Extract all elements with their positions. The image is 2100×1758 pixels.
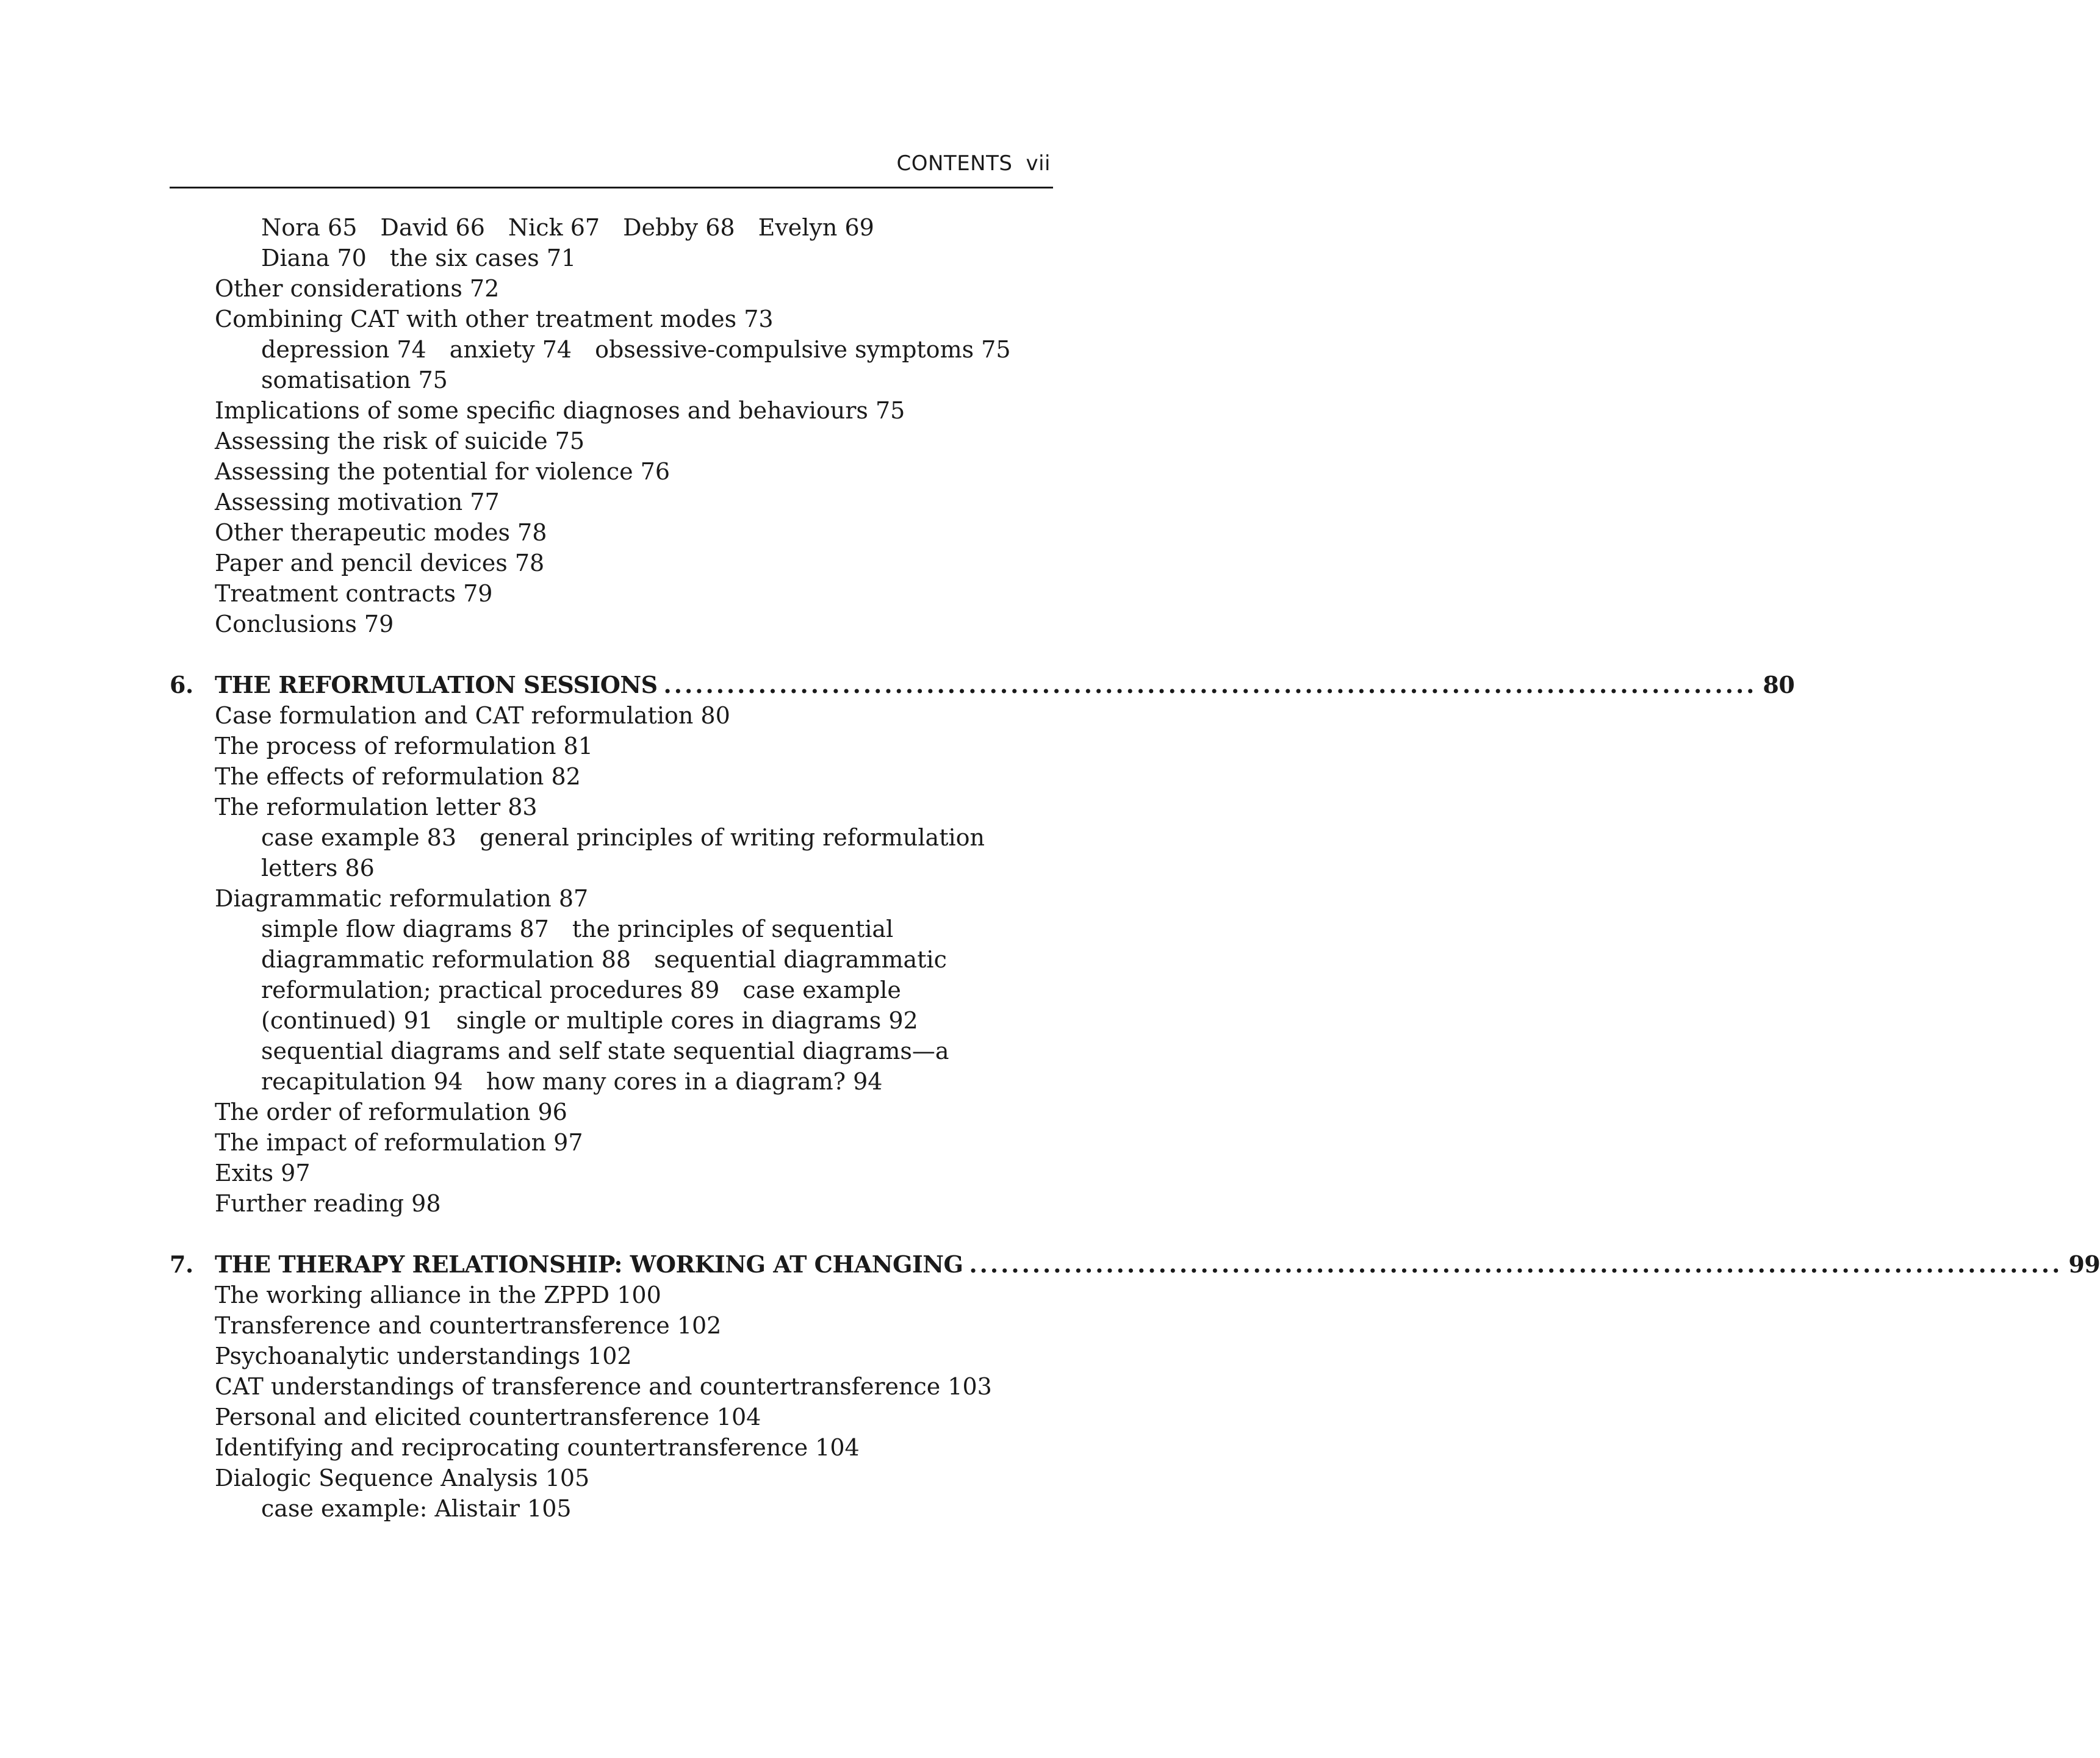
entry-text: The working alliance in the ZPPD 100 <box>215 1282 661 1308</box>
subentry-text: sequential diagrammatic <box>654 946 947 973</box>
page-number: vii <box>1026 151 1051 176</box>
entry-text: CAT understandings of transference and countertransference 103 <box>215 1373 992 1400</box>
toc-entry <box>170 487 1053 517</box>
toc-entry <box>170 395 1053 426</box>
chapter-title: THE REFORMULATION SESSIONS <box>215 671 658 698</box>
toc-entry <box>170 456 1053 487</box>
subentry-text: Debby 68 <box>623 214 735 241</box>
subentry-text: case example <box>743 977 901 1003</box>
toc-entry <box>170 578 1053 609</box>
toc-entry <box>170 1463 1053 1493</box>
subentry-text: how many cores in a diagram? 94 <box>486 1068 883 1095</box>
entry-text: Case formulation and CAT reformulation 80 <box>215 702 730 729</box>
entry-text: Further reading 98 <box>215 1190 441 1217</box>
entry-text: The impact of reformulation 97 <box>215 1129 583 1156</box>
entry-text: Combining CAT with other treatment modes 73 <box>215 306 774 332</box>
toc-subentry-line <box>170 944 1053 975</box>
running-head <box>170 151 1053 188</box>
entry-text: Treatment contracts 79 <box>215 580 493 607</box>
chapter-heading <box>170 1249 2100 1280</box>
toc-entry <box>170 731 1053 761</box>
toc-entry <box>170 304 1053 334</box>
subentry-text: obsessive-compulsive symptoms 75 <box>595 336 1011 363</box>
chapter-number: 7. <box>170 1250 193 1278</box>
toc-subentry-line <box>170 1005 1053 1036</box>
toc-entry <box>170 792 1053 822</box>
chapter-page: 80 <box>1763 671 1795 698</box>
subentry-text: anxiety 74 <box>449 336 572 363</box>
entry-text: The effects of reformulation 82 <box>215 763 581 790</box>
toc-entry <box>170 548 1053 578</box>
entry-text: Personal and elicited countertransference 104 <box>215 1404 761 1430</box>
toc-entry <box>170 517 1053 548</box>
entry-text: Assessing the potential for violence 76 <box>215 458 671 485</box>
toc-entry <box>170 1188 1053 1219</box>
chapter-title: THE THERAPY RELATIONSHIP: WORKING AT CHANGING <box>215 1250 963 1278</box>
chapter-number: 6. <box>170 671 193 698</box>
subentry-text: recapitulation 94 <box>261 1068 463 1095</box>
entry-text: Identifying and reciprocating countertransference 104 <box>215 1434 860 1461</box>
toc-subentry-line <box>170 1493 1053 1524</box>
table-of-contents <box>170 212 2100 1524</box>
subentry-text: case example: Alistair 105 <box>261 1495 572 1522</box>
subentry-text: the principles of sequential <box>572 916 894 942</box>
entry-text: The order of reformulation 96 <box>215 1099 567 1125</box>
toc-subentry-line <box>170 212 1053 243</box>
toc-subentry-line <box>170 914 1053 944</box>
toc-subentry-line <box>170 853 1053 883</box>
subentry-text: David 66 <box>380 214 485 241</box>
toc-subentry-line <box>170 1036 1053 1066</box>
toc-entry <box>170 700 1053 731</box>
entry-text: Assessing the risk of suicide 75 <box>215 428 585 454</box>
subentry-text: single or multiple cores in diagrams 92 <box>456 1007 918 1034</box>
entry-text: The reformulation letter 83 <box>215 794 538 820</box>
subentry-text: sequential diagrams and self state sequential diagrams—a <box>261 1038 949 1064</box>
subentry-text: the six cases 71 <box>389 245 577 271</box>
toc-entry <box>170 1432 1053 1463</box>
dot-leader: ........................................................................................................ <box>969 1250 2063 1278</box>
subentry-text: general principles of writing reformulation <box>480 824 985 851</box>
subentry-text: diagrammatic reformulation 88 <box>261 946 631 973</box>
entry-text: Other therapeutic modes 78 <box>215 519 547 546</box>
toc-subentry-line <box>170 975 1053 1005</box>
subentry-text: reformulation; practical procedures 89 <box>261 977 720 1003</box>
toc-entry <box>170 1371 1053 1402</box>
entry-text: Dialogic Sequence Analysis 105 <box>215 1465 590 1491</box>
toc-entry <box>170 273 1053 304</box>
subentry-text: (continued) 91 <box>261 1007 433 1034</box>
section-spacer <box>170 639 1053 670</box>
toc-entry <box>170 609 1053 639</box>
toc-subentry-line <box>170 1066 1053 1097</box>
entry-text: Conclusions 79 <box>215 611 394 637</box>
entry-text: Diagrammatic reformulation 87 <box>215 885 589 912</box>
toc-entry <box>170 1310 1053 1341</box>
entry-text: Psychoanalytic understandings 102 <box>215 1343 632 1369</box>
toc-subentry-line <box>170 822 1053 853</box>
entry-text: Transference and countertransference 102 <box>215 1312 722 1339</box>
section-spacer <box>170 1219 1053 1249</box>
subentry-text: simple flow diagrams 87 <box>261 916 549 942</box>
entry-text: The process of reformulation 81 <box>215 733 593 759</box>
toc-entry <box>170 1402 1053 1432</box>
entry-text: Paper and pencil devices 78 <box>215 550 545 576</box>
toc-entry <box>170 1097 1053 1127</box>
subentry-text: case example 83 <box>261 824 457 851</box>
toc-entry <box>170 1127 1053 1158</box>
toc-subentry-line <box>170 243 1053 273</box>
toc-entry <box>170 761 1053 792</box>
toc-subentry-line <box>170 365 1053 395</box>
toc-entry <box>170 426 1053 456</box>
entry-text: Assessing motivation 77 <box>215 489 500 515</box>
entry-text: Other considerations 72 <box>215 275 500 302</box>
subentry-text: letters 86 <box>261 855 375 881</box>
subentry-text: depression 74 <box>261 336 426 363</box>
subentry-text: Evelyn 69 <box>758 214 874 241</box>
toc-entry <box>170 1158 1053 1188</box>
entry-text: Implications of some specific diagnoses and behaviours 75 <box>215 397 905 424</box>
subentry-text: Diana 70 <box>261 245 367 271</box>
toc-entry <box>170 883 1053 914</box>
subentry-text: Nora 65 <box>261 214 358 241</box>
running-head-text <box>897 151 1051 176</box>
subentry-text: Nick 67 <box>508 214 600 241</box>
chapter-page: 99 <box>2068 1250 2100 1278</box>
toc-entry <box>170 1341 1053 1371</box>
subentry-text: somatisation 75 <box>261 367 448 393</box>
chapter-heading <box>170 670 1795 700</box>
running-head-label: CONTENTS <box>896 151 1013 176</box>
entry-text: Exits 97 <box>215 1160 311 1186</box>
toc-subentry-line <box>170 334 1053 365</box>
dot-leader: ........................................................................................................ <box>663 671 1757 698</box>
toc-entry <box>170 1280 1053 1310</box>
